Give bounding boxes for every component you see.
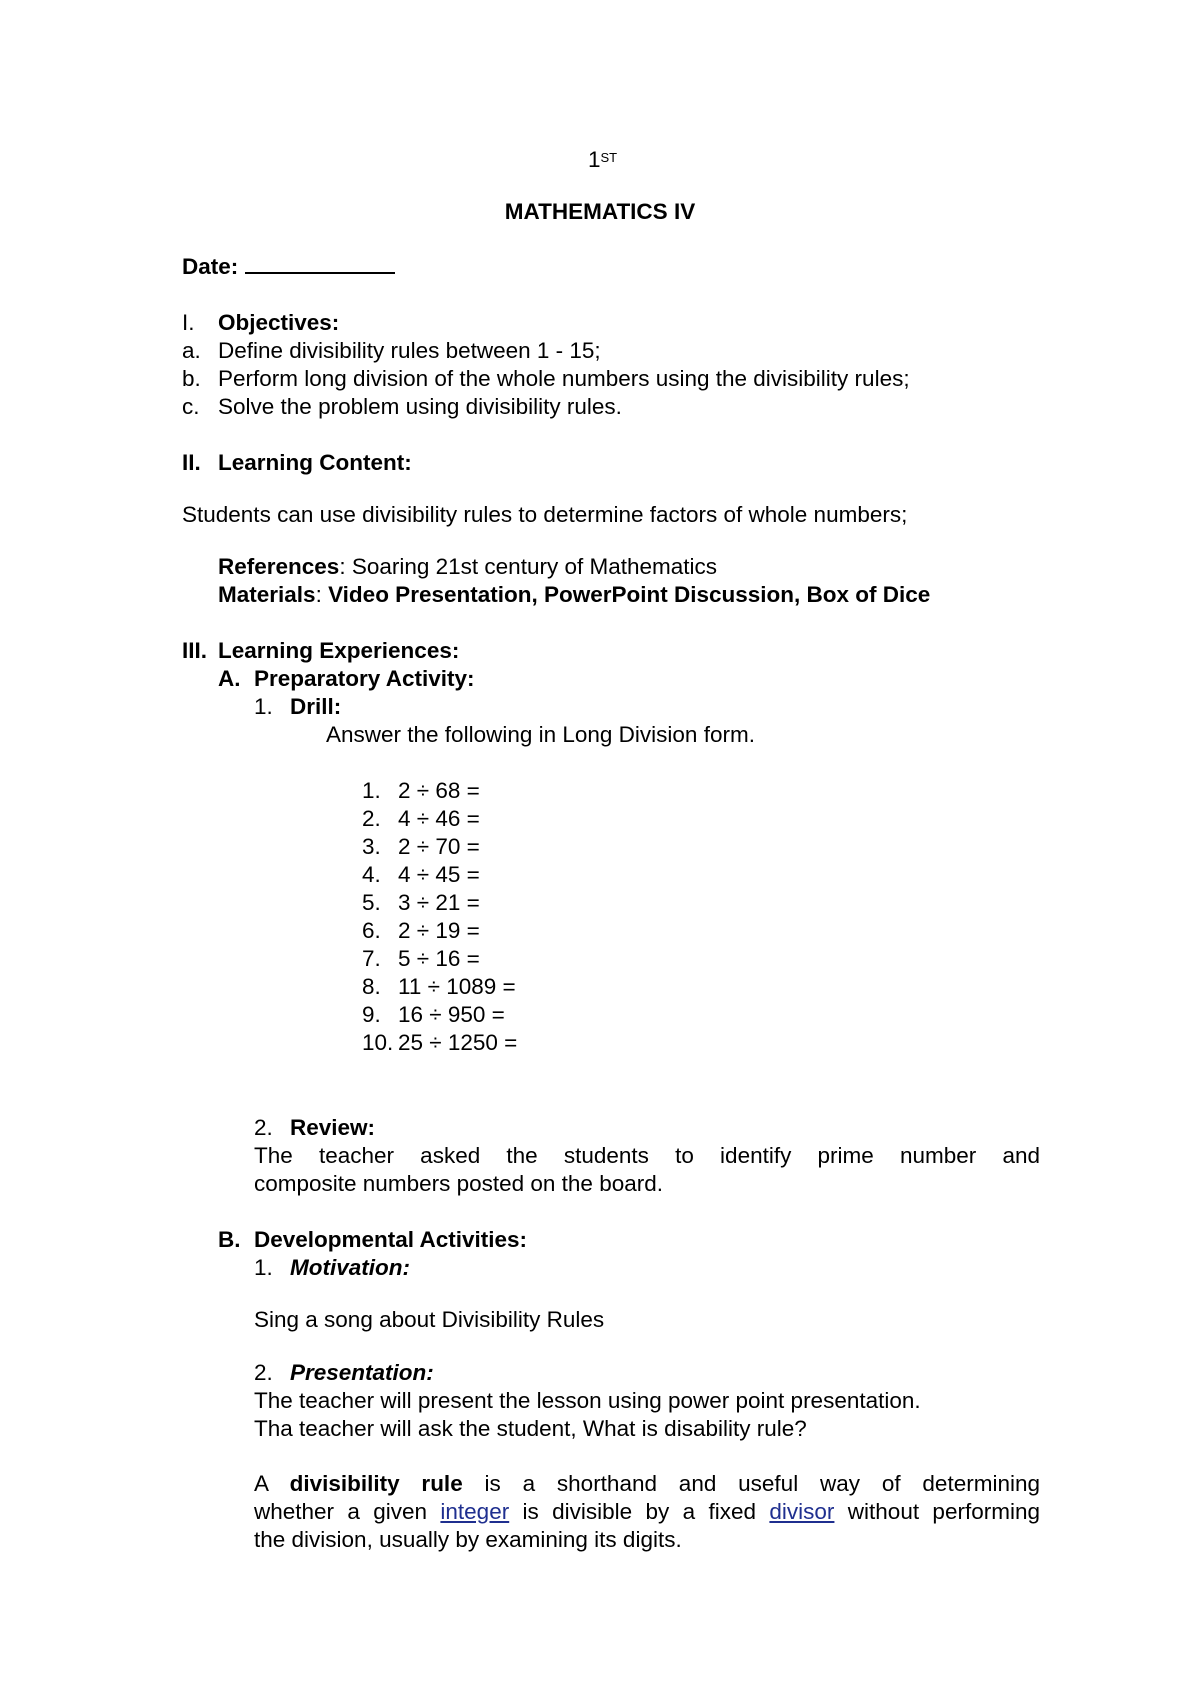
learning-content-statement: Students can use divisibility rules to determine factors of whole numbers; [182, 502, 908, 527]
motivation-heading: 1. Motivation: [254, 1255, 410, 1280]
drill-item: 3. 2 ÷ 70 = [362, 834, 480, 859]
drill-item: 5. 3 ÷ 21 = [362, 890, 480, 915]
divisor-link[interactable]: divisor [769, 1499, 835, 1524]
page-number: 1ST [588, 147, 618, 172]
integer-link[interactable]: integer [440, 1499, 510, 1524]
drill-heading: 1. Drill: [254, 694, 342, 719]
drill-item: 1. 2 ÷ 68 = [362, 778, 480, 803]
learning-experiences-heading: III. Learning Experiences: [182, 638, 460, 663]
drill-item: 4. 4 ÷ 45 = [362, 862, 480, 887]
learning-content-heading: II. Learning Content: [182, 450, 412, 475]
drill-item: 2. 4 ÷ 46 = [362, 806, 480, 831]
drill-item: 6. 2 ÷ 19 = [362, 918, 480, 943]
drill-item: 8. 11 ÷ 1089 = [362, 974, 516, 999]
definition-line: the division, usually by examining its digits. [254, 1527, 682, 1552]
review-heading: 2. Review: [254, 1115, 376, 1140]
date-field: Date: [182, 253, 395, 281]
motivation-text: Sing a song about Divisibility Rules [254, 1307, 605, 1332]
definition-term: divisibility rule [289, 1471, 463, 1496]
presentation-heading: 2. Presentation: [254, 1360, 434, 1385]
review-text-line: The teacher asked the students to identify prime number and [254, 1143, 1040, 1168]
materials-line: Materials: Video Presentation, PowerPoint Discussion, Box of Dice [218, 582, 931, 607]
developmental-activities-heading: B. Developmental Activities: [218, 1227, 527, 1252]
objective-item: a. Define divisibility rules between 1 - 15; [182, 338, 601, 363]
definition-line: A divisibility rule is a shorthand and useful way of determining [254, 1471, 1040, 1496]
objectives-heading: I. Objectives: [182, 310, 340, 335]
drill-instruction: Answer the following in Long Division form. [326, 722, 755, 747]
objective-item: c. Solve the problem using divisibility rules. [182, 394, 622, 419]
drill-item: 10. 25 ÷ 1250 = [362, 1030, 518, 1055]
objective-item: b. Perform long division of the whole numbers using the divisibility rules; [182, 366, 910, 391]
document-title: MATHEMATICS IV [504, 199, 696, 224]
review-text-line: composite numbers posted on the board. [254, 1171, 663, 1196]
date-blank-line [245, 254, 395, 274]
presentation-text-line: Tha teacher will ask the student, What is disability rule? [254, 1416, 807, 1441]
references-line: References: Soaring 21st century of Mathematics [218, 554, 718, 579]
preparatory-activity-heading: A. Preparatory Activity: [218, 666, 475, 691]
drill-item: 7. 5 ÷ 16 = [362, 946, 480, 971]
presentation-text-line: The teacher will present the lesson using power point presentation. [254, 1388, 921, 1413]
definition-line: whether a given integer is divisible by a fixed divisor without performing [254, 1499, 1040, 1524]
page-number-suffix: ST [600, 150, 618, 165]
drill-item: 9. 16 ÷ 950 = [362, 1002, 505, 1027]
